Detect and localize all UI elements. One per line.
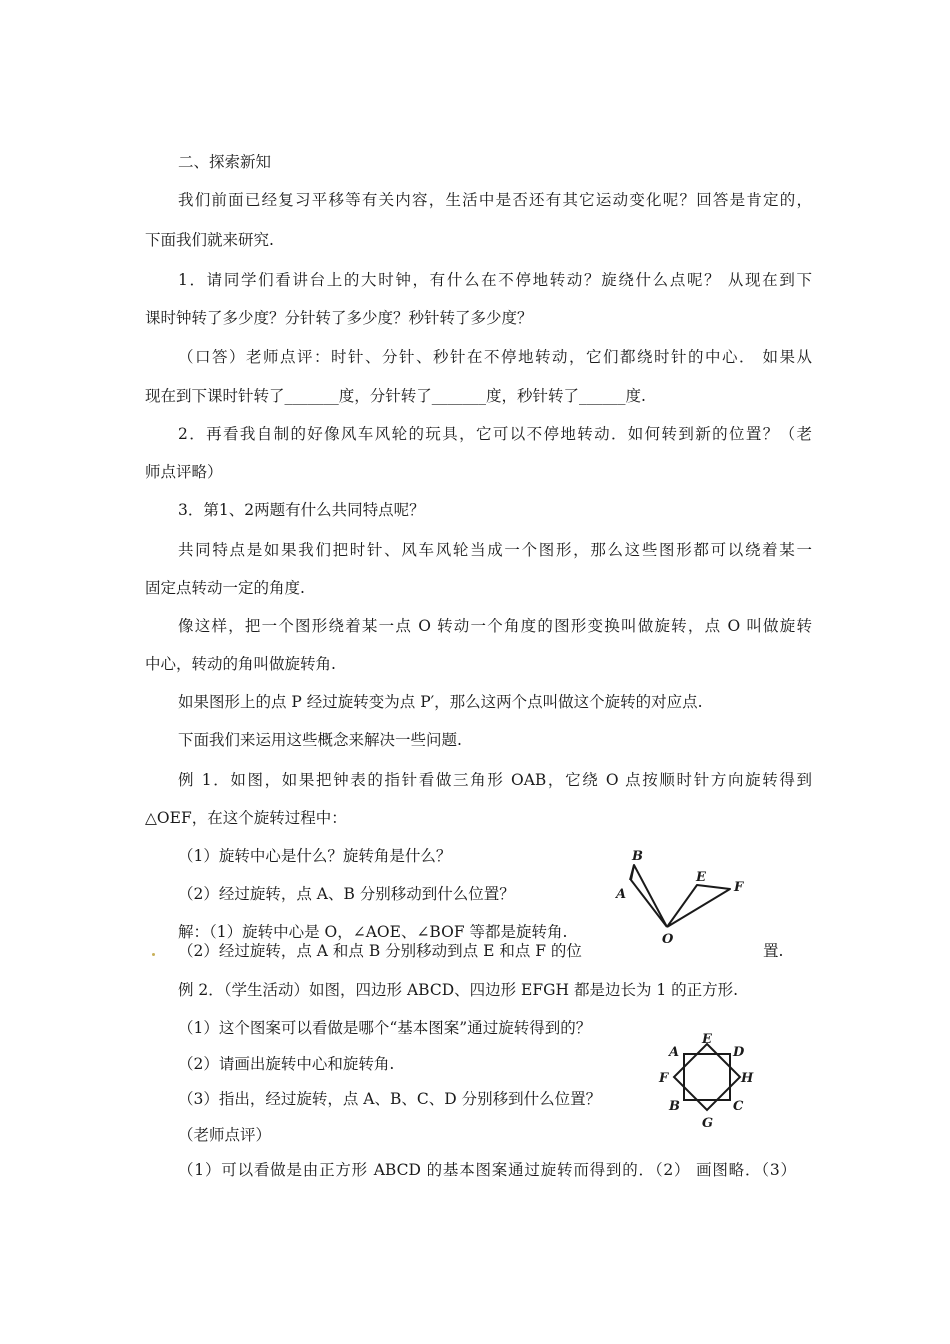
example-2-answer: （1）可以看做是由正方形 ABCD 的基本图案通过旋转而得到的．（2） 画图略．（3）: [178, 1161, 796, 1179]
label-a2: A: [669, 1045, 680, 1060]
label-f2: F: [659, 1071, 669, 1086]
label-h2: H: [741, 1071, 754, 1086]
common-feature-line-2: 固定点转动一定的角度.: [145, 579, 305, 597]
question-1-answer-line-2: 现在到下课时针转了_______度，分针转了_______度，秒针转了______度.: [145, 387, 646, 405]
triangle-oab: [631, 865, 667, 927]
example-2-squares-figure: [655, 1030, 765, 1130]
label-o: O: [662, 932, 674, 947]
corresponding-points-text: 如果图形上的点 P 经过旋转变为点 P′，那么这两个点叫做这个旋转的对应点.: [178, 693, 703, 711]
example-1-question-2: （2）经过旋转，点 A、B 分别移动到什么位置？: [178, 885, 515, 903]
question-1-line-2: 课时钟转了多少度？分针转了多少度？秒针转了多少度？: [145, 309, 533, 327]
example-1-solution-1: 解：（1）旋转中心是 O，∠AOE、∠BOF 等都是旋转角.: [178, 923, 568, 941]
example-1-rotation-figure: [610, 840, 770, 950]
intro-line-2: 下面我们就来研究.: [145, 231, 274, 249]
stray-mark: [152, 953, 155, 956]
triangle-oef: [667, 885, 730, 927]
definition-line-2: 中心，转动的角叫做旋转角.: [145, 655, 336, 673]
label-b2: B: [669, 1099, 680, 1114]
common-feature-line-1: 共同特点是如果我们把时针、风车风轮当成一个图形，那么这些图形都可以绕着某一: [178, 541, 812, 559]
label-c2: C: [733, 1099, 744, 1114]
question-1-line-1: 1．请同学们看讲台上的大时钟，有什么在不停地转动？旋绕什么点呢？ 从现在到下: [178, 271, 812, 289]
label-e: E: [696, 870, 706, 885]
section-heading: 二、探索新知: [178, 153, 272, 171]
label-e2: E: [702, 1032, 712, 1047]
definition-line-1: 像这样，把一个图形绕着某一点 O 转动一个角度的图形变换叫做旋转，点 O 叫做旋转: [178, 617, 812, 635]
example-2-question-2: （2）请画出旋转中心和旋转角.: [178, 1055, 395, 1073]
example-2-question-3: （3）指出，经过旋转，点 A、B、C、D 分别移到什么位置？: [178, 1090, 602, 1108]
label-g2: G: [702, 1116, 714, 1130]
example-1-solution-2a: （2）经过旋转，点 A 和点 B 分别移动到点 E 和点 F 的位: [178, 942, 582, 960]
question-2-line-2: 师点评略）: [145, 463, 223, 481]
example-1-solution-2b: 置.: [763, 942, 784, 960]
example-1-line-2: △OEF，在这个旋转过程中：: [145, 809, 347, 827]
intro-line-1: 我们前面已经复习平移等有关内容，生活中是否还有其它运动变化呢？回答是肯定的，: [178, 191, 812, 209]
label-b: B: [632, 849, 643, 864]
example-2-question-1: （1）这个图案可以看做是哪个“基本图案”通过旋转得到的？: [178, 1019, 592, 1037]
question-2-line-1: 2．再看我自制的好像风车风轮的玩具，它可以不停地转动．如何转到新的位置？（老: [178, 425, 812, 443]
example-2-line-1: 例 2．（学生活动）如图，四边形 ABCD、四边形 EFGH 都是边长为 1 的正方形.: [178, 981, 739, 999]
question-3: 3．第1、2两题有什么共同特点呢？: [178, 501, 425, 519]
question-1-answer-line-1: （口答）老师点评：时针、分针、秒针在不停地转动，它们都绕时针的中心． 如果从: [178, 348, 812, 366]
example-2-review: （老师点评）: [178, 1126, 272, 1144]
label-f: F: [734, 880, 744, 895]
label-a: A: [616, 887, 627, 902]
example-1-line-1: 例 1．如图，如果把钟表的指针看做三角形 OAB，它绕 O 点按顺时针方向旋转得到: [178, 771, 812, 789]
label-d2: D: [733, 1045, 745, 1060]
example-1-question-1: （1）旋转中心是什么？旋转角是什么？: [178, 847, 452, 865]
transition-text: 下面我们来运用这些概念来解决一些问题.: [178, 731, 462, 749]
